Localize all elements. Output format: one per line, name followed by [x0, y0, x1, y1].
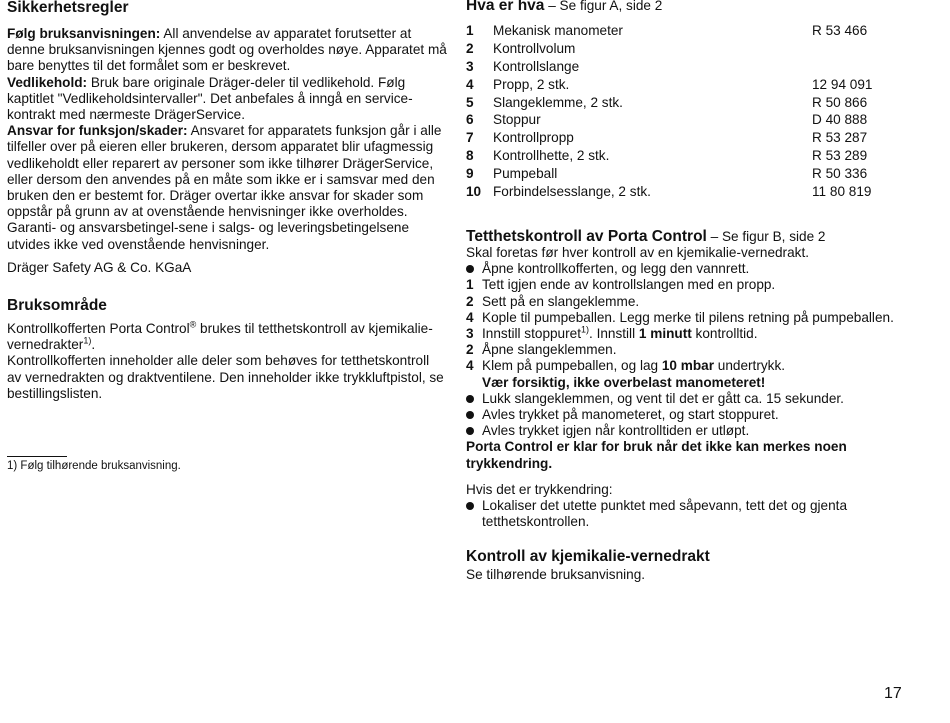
step-text: Sett på en slangeklemme.: [482, 293, 640, 309]
parts-heading-ref: – Se figur A, side 2: [544, 0, 663, 13]
footnote-ref: 1): [83, 335, 92, 346]
part-number: 10: [466, 184, 482, 200]
footnote: 1) Følg tilhørende bruksanvisning.: [7, 460, 181, 472]
order-number: [812, 41, 902, 59]
scope-text-c: .: [91, 337, 96, 353]
step-number: 1: [466, 277, 474, 293]
company-name: Dräger Safety AG & Co. KGaA: [7, 260, 192, 275]
step-number: 3: [466, 326, 474, 342]
order-number: 11 80 819: [812, 184, 872, 200]
liability-label: Ansvar for funksjon/skader:: [7, 123, 188, 139]
parts-heading: [466, 0, 662, 15]
order-number: R 53 466: [812, 23, 868, 38]
safety-heading: Sikkerhetsregler: [7, 0, 129, 16]
part-name: Kontrollhette, 2 stk.: [493, 148, 610, 164]
step-text-bold: 1 minutt: [638, 326, 692, 342]
order-number: R 53 289: [812, 148, 868, 164]
liability-text: Ansvaret for apparatets funksjon går i alle tilfeller over på eieren eller brukeren, dersom apparatet blir ufagmessig vedlikeholdt eller reparert av personer som ikke tilhører DrägerService, eller dersom den anvendes på en måte som ikke er i samsvar med den bruken den er bestemt for. Dräger overtar ikke ansvar for skader som oppstår på grunn av at ovenstående henvisninger ikke overholdes. Garanti- og ansvarsbetingel-sene i salgs- og leveringsbetingelsene utvides ikke ved ovenstående henvisninger.: [7, 123, 442, 252]
list-item: [466, 358, 916, 374]
part-name: Kontrollpropp: [493, 130, 574, 146]
part-name: Kontrollslange: [493, 58, 580, 74]
part-number: 9: [466, 166, 474, 182]
part-number: 3: [466, 58, 474, 74]
footnote-ref: 1): [581, 324, 590, 335]
part-name: Propp, 2 stk.: [493, 76, 570, 92]
scope-text-a: Kontrollkofferten Porta Control: [7, 321, 190, 336]
part-name: Mekanisk manometer: [493, 23, 623, 38]
step-text-bold: 10 mbar: [661, 358, 714, 374]
step-text: Kople til pumpeballen. Legg merke til pilens retning på pumpeballen.: [482, 309, 894, 325]
safety-paragraph-liability: [7, 123, 447, 253]
scope-heading: Bruksområde: [7, 297, 107, 314]
step-number: 2: [466, 293, 474, 309]
suit-check-text: Se tilhørende bruksanvisning.: [466, 567, 646, 582]
scope-paragraph-1: [7, 321, 447, 353]
part-number: 6: [466, 112, 474, 128]
part-name: Pumpeball: [493, 166, 558, 182]
part-number: 7: [466, 130, 474, 146]
step-text-part: Innstill stoppuret: [482, 326, 581, 342]
table-row: [466, 148, 902, 166]
list-item: [466, 294, 916, 310]
table-row: [466, 23, 902, 41]
step-text: [482, 326, 916, 342]
safety-text: [7, 26, 447, 253]
list-item: [466, 498, 916, 530]
part-name: Slangeklemme, 2 stk.: [493, 94, 623, 110]
safety-instructions-text: All anvendelse av apparatet forutsetter at denne bruksanvisningen kjennes godt og overholdes nøye. Apparatet må bare benyttes til det formålet som er beskrevet.: [7, 26, 447, 74]
bullet: [466, 261, 482, 277]
leak-test-title: Tetthetskontroll av Porta Control: [466, 228, 707, 245]
step-text: Åpne slangeklemmen.: [482, 342, 617, 358]
order-number: R 53 287: [812, 130, 868, 146]
part-name: Stoppur: [493, 112, 541, 128]
safety-paragraph-maintenance: [7, 75, 447, 124]
order-number: [812, 59, 902, 77]
list-item: [466, 423, 916, 439]
part-number: 4: [466, 76, 474, 92]
step-text-part: undertrykk.: [714, 358, 786, 374]
part-number: 5: [466, 94, 474, 110]
page-number: 17: [884, 685, 902, 702]
table-row: [466, 130, 902, 148]
order-number: 12 94 091: [812, 76, 873, 92]
safety-paragraph-instructions: [7, 26, 447, 75]
step-text-part: kontrolltid.: [691, 326, 758, 342]
bullet: [466, 423, 482, 439]
step-text: Lokaliser det utette punktet med såpevann, tett det og gjenta tetthetskontrollen.: [482, 498, 848, 530]
part-number: 8: [466, 148, 474, 164]
list-item: [466, 326, 916, 342]
list-item: [466, 310, 916, 326]
part-number: 1: [466, 23, 474, 38]
scope-paragraph-2: Kontrollkofferten inneholder alle deler som behøves for tetthetskontroll av vernedrakten og draktventilene. Den inneholder ikke trykkluftpistol, se bestillingslisten.: [7, 353, 444, 401]
part-name: Kontrollvolum: [493, 40, 576, 56]
list-item: [466, 261, 916, 277]
table-row: [466, 59, 902, 77]
table-row: [466, 41, 902, 59]
table-row: [466, 77, 902, 95]
list-item: [466, 277, 916, 293]
list-item: [466, 342, 916, 358]
step-text: Åpne kontrollkofferten, og legg den vannrett.: [482, 261, 750, 277]
step-text-part: Klem på pumpeballen, og lag: [482, 358, 662, 374]
part-number: 2: [466, 40, 474, 56]
footnote-divider: [7, 456, 67, 457]
parts-heading-title: Hva er hva: [466, 0, 545, 14]
step-number: 4: [466, 358, 474, 374]
order-number: R 50 336: [812, 166, 868, 182]
maintenance-text: Bruk bare originale Dräger-deler til vedlikehold. Følg kaptitlet "Vedlikeholdsintervaller". Det anbefales å inngå en service-kontrakt med nærmeste DrägerService.: [7, 74, 413, 123]
suit-check-heading: Kontroll av kjemikalie-vernedrakt: [466, 548, 710, 565]
step-text: Tett igjen ende av kontrollslangen med en propp.: [482, 277, 776, 293]
bullet: [466, 407, 482, 423]
bullet: [466, 498, 482, 530]
safety-instructions-label: Følg bruksanvisningen:: [7, 26, 161, 41]
table-row: [466, 95, 902, 113]
order-number: D 40 888: [812, 112, 868, 128]
table-row: [466, 184, 902, 202]
if-leak-text: Hvis det er trykkendring:: [466, 481, 613, 497]
step-text: Avles trykket igjen når kontrolltiden er utløpt.: [482, 423, 750, 439]
leak-test-ref: – Se figur B, side 2: [706, 229, 826, 244]
step-number: 2: [466, 342, 474, 358]
list-item: [466, 391, 916, 407]
leak-test-steps: [466, 245, 916, 530]
step-text-part: . Innstill: [589, 326, 639, 342]
ready-statement: Porta Control er klar for bruk når det ikke kan merkes noen trykkendring.: [466, 439, 847, 471]
step-text: Avles trykket på manometeret, og start stoppuret.: [482, 407, 779, 423]
list-item: [466, 407, 916, 423]
part-name: Forbindelsesslange, 2 stk.: [493, 184, 651, 200]
step-text: Lukk slangeklemmen, og vent til det er gått ca. 15 sekunder.: [482, 390, 844, 406]
leak-test-intro: Skal foretas før hver kontroll av en kjemikalie-vernedrakt.: [466, 245, 809, 260]
scope-text: [7, 321, 447, 402]
table-row: [466, 112, 902, 130]
warning-text: Vær forsiktig, ikke overbelast manometeret!: [482, 374, 766, 390]
table-row: [466, 166, 902, 184]
maintenance-label: Vedlikehold:: [7, 74, 88, 90]
bullet: [466, 391, 482, 407]
leak-test-heading: [466, 228, 825, 246]
scope-text-b: brukes til tetthetskontroll av kjemikalie-vernedrakter: [7, 321, 433, 353]
step-text: [482, 358, 916, 374]
registered-mark: ®: [189, 319, 197, 330]
order-number: R 50 866: [812, 94, 868, 110]
step-number: 4: [466, 309, 474, 325]
parts-table: [466, 23, 902, 202]
